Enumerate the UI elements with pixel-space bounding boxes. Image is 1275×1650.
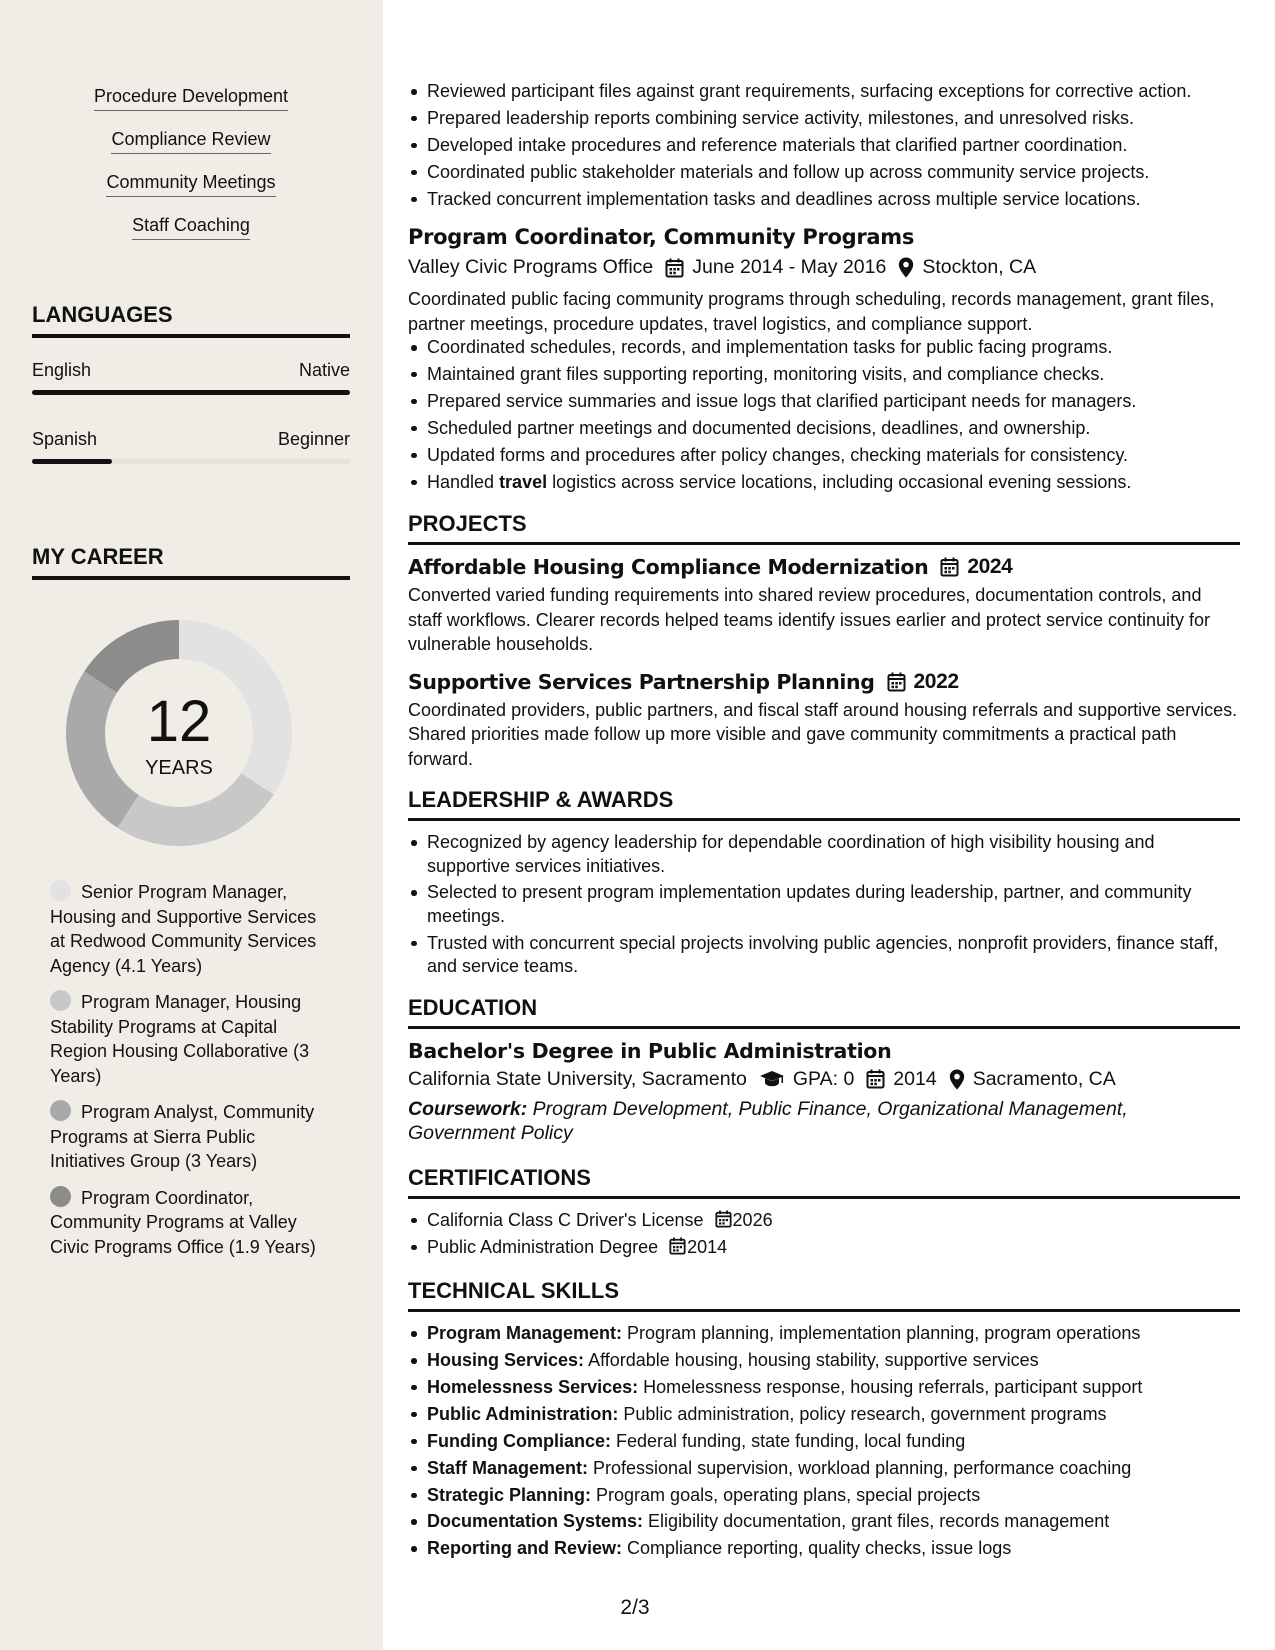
language-name: English	[32, 360, 92, 380]
skill-label: Documentation Systems:	[427, 1511, 644, 1532]
bullet-item: Selected to present program implementation updates during leadership, partner, and community meetings.	[408, 881, 1240, 928]
skill-item	[408, 1510, 1240, 1534]
skill-item	[408, 1430, 1240, 1454]
skill-label: Program Management:	[427, 1323, 623, 1344]
calendar-icon	[665, 258, 684, 278]
bullet-item	[408, 471, 1240, 495]
job-meta	[408, 256, 1240, 279]
skill-label: Funding Compliance:	[427, 1430, 611, 1451]
bullet-keyword: travel	[499, 471, 548, 492]
project-title	[408, 670, 1240, 694]
job-summary: Coordinated public facing community programs through scheduling, records management, grant files, partner meetings, procedure updates, travel logistics, and compliance support.	[408, 289, 1215, 334]
skill-value: Federal funding, state funding, local funding	[611, 1430, 966, 1451]
bullet-item: Prepared leadership reports combining service activity, milestones, and unresolved risks.	[408, 107, 1240, 131]
skill-item	[408, 1376, 1240, 1400]
coursework-list: Program Development, Public Finance, Organizational Management, Government Policy	[408, 1097, 1128, 1144]
bullet-item: Trusted with concurrent special projects involving public agencies, nonprofit providers, finance staff, and service teams.	[408, 932, 1240, 979]
technical-skills-heading: TECHNICAL SKILLS	[408, 1278, 1240, 1312]
legend-dot	[50, 880, 71, 901]
calendar-icon	[887, 672, 906, 692]
skill-link[interactable]: Compliance Review	[111, 129, 270, 154]
project-name: Supportive Services Partnership Planning	[408, 669, 875, 694]
language-level: Beginner	[277, 429, 350, 449]
skill-link[interactable]: Community Meetings	[106, 172, 275, 197]
certification-year: 2014	[687, 1236, 728, 1257]
leadership-bullets	[408, 831, 1240, 979]
skill-item	[408, 1349, 1240, 1373]
project-year: 2024	[967, 555, 1013, 579]
school-name: California State University, Sacramento	[408, 1067, 747, 1090]
main-content	[408, 0, 1240, 1650]
project-description: Coordinated providers, public partners, and fiscal staff around housing referrals and supportive services. Shared priorities made follow up more visible and gave community commitments a practical path forward.	[408, 699, 1238, 769]
career-legend-item	[50, 1186, 330, 1260]
career-legend-item	[50, 990, 330, 1088]
skill-link[interactable]: Staff Coaching	[132, 215, 250, 240]
map-pin-icon	[898, 257, 914, 278]
career-legend-text: Senior Program Manager, Housing and Supportive Services at Redwood Community Services Agency (4.1 Years)	[50, 882, 317, 976]
career-legend-text: Program Coordinator, Community Programs at Valley Civic Programs Office (1.9 Years)	[50, 1187, 316, 1257]
skill-item	[408, 1537, 1240, 1561]
job-company: Valley Civic Programs Office	[408, 256, 654, 279]
skill-value: Program planning, implementation planning, program operations	[622, 1323, 1141, 1344]
page-number: 2/3	[620, 1596, 650, 1619]
skill-label: Strategic Planning:	[427, 1484, 592, 1505]
legend-dot	[50, 1100, 71, 1121]
calendar-icon	[940, 557, 959, 577]
bullet-item: Coordinated schedules, records, and implementation tasks for public facing programs.	[408, 336, 1240, 360]
map-pin-icon	[949, 1069, 965, 1090]
graduation-cap-icon	[759, 1070, 785, 1088]
skill-link[interactable]: Procedure Development	[94, 86, 288, 111]
education-heading: EDUCATION	[408, 995, 1240, 1029]
legend-dot	[50, 1186, 71, 1207]
bullet-item: Maintained grant files supporting reporting, monitoring visits, and compliance checks.	[408, 363, 1240, 387]
bullet-item: Reviewed participant files against grant requirements, surfacing exceptions for corrective action.	[408, 80, 1240, 104]
school-location: Sacramento, CA	[972, 1067, 1116, 1090]
language-level: Native	[298, 360, 350, 380]
project-description: Converted varied funding requirements into shared review procedures, documentation controls, and staff workflows. Clearer records helped teams identify issues earlier and protect service continuity for vulnerable households.	[408, 585, 1211, 655]
language-row	[32, 429, 350, 450]
job-bullets	[408, 336, 1240, 494]
certification-name: Public Administration Degree	[427, 1236, 659, 1257]
calendar-icon	[669, 1237, 686, 1255]
bullet-text: Handled	[427, 471, 500, 492]
bullet-item: Developed intake procedures and reference materials that clarified partner coordination.	[408, 134, 1240, 158]
skill-value: Professional supervision, workload planning, performance coaching	[588, 1457, 1132, 1478]
certification-year: 2026	[732, 1209, 773, 1230]
career-total-unit: YEARS	[145, 757, 213, 779]
language-bar	[32, 459, 350, 464]
skill-item	[408, 1457, 1240, 1481]
career-total-number: 12	[146, 689, 212, 754]
job-location: Stockton, CA	[922, 256, 1037, 279]
certification-name: California Class C Driver's License	[427, 1209, 704, 1230]
language-bar	[32, 390, 350, 395]
bullet-item: Prepared service summaries and issue logs that clarified participant needs for managers.	[408, 390, 1240, 414]
skill-label: Housing Services:	[427, 1350, 585, 1371]
career-legend-item	[50, 1100, 330, 1174]
language-bar-fill	[32, 390, 350, 395]
job-dates: June 2014 - May 2016	[692, 256, 887, 279]
skill-value: Eligibility documentation, grant files, records management	[643, 1511, 1110, 1532]
skill-item	[408, 1403, 1240, 1427]
career-legend-text: Program Manager, Housing Stability Programs at Capital Region Housing Collaborative (3 Years)	[50, 992, 310, 1086]
career-legend-item	[50, 880, 330, 978]
career-legend-text: Program Analyst, Community Programs at Sierra Public Initiatives Group (3 Years)	[50, 1102, 315, 1171]
bullet-item: Scheduled partner meetings and documented decisions, deadlines, and ownership.	[408, 417, 1240, 441]
projects-heading: PROJECTS	[408, 511, 1240, 545]
skill-value: Compliance reporting, quality checks, issue logs	[622, 1538, 1012, 1559]
certification-item	[408, 1236, 1240, 1260]
bullet-item: Coordinated public stakeholder materials and follow up across community service projects.	[408, 161, 1240, 185]
career-legend	[50, 880, 330, 1271]
coursework-label: Coursework:	[408, 1097, 528, 1120]
calendar-icon	[715, 1210, 732, 1228]
bullet-item: Recognized by agency leadership for dependable coordination of high visibility housing and supportive services initiatives.	[408, 831, 1240, 878]
skill-value: Program goals, operating plans, special projects	[591, 1484, 981, 1505]
bullet-text: logistics across service locations, including occasional evening sessions.	[547, 471, 1132, 492]
language-row	[32, 360, 350, 381]
project-title	[408, 555, 1240, 579]
job-title: Program Coordinator, Community Programs	[408, 225, 915, 250]
sidebar	[0, 0, 383, 1650]
skill-value: Homelessness response, housing referrals, participant support	[638, 1376, 1143, 1397]
bullet-item: Updated forms and procedures after policy changes, checking materials for consistency.	[408, 444, 1240, 468]
project-name: Affordable Housing Compliance Modernization	[408, 555, 929, 580]
gpa: GPA: 0	[792, 1067, 855, 1090]
coursework	[408, 1097, 1240, 1145]
skill-item	[408, 1322, 1240, 1346]
languages-heading: LANGUAGES	[32, 302, 350, 338]
certification-item	[408, 1209, 1240, 1233]
education-meta	[408, 1068, 1240, 1091]
skill-label: Public Administration:	[427, 1403, 619, 1424]
project-year: 2022	[913, 669, 959, 693]
skill-label: Reporting and Review:	[427, 1538, 623, 1559]
technical-skills-list	[408, 1322, 1240, 1561]
leadership-heading: LEADERSHIP & AWARDS	[408, 787, 1240, 821]
graduation-year: 2014	[893, 1067, 937, 1090]
bullet-item: Tracked concurrent implementation tasks and deadlines across multiple service locations.	[408, 188, 1240, 212]
certifications-heading: CERTIFICATIONS	[408, 1165, 1240, 1199]
skill-value: Public administration, policy research, government programs	[618, 1403, 1107, 1424]
skill-list	[32, 86, 350, 258]
degree-title: Bachelor's Degree in Public Administration	[408, 1038, 892, 1063]
language-bar-fill	[32, 459, 112, 464]
skill-value: Affordable housing, housing stability, supportive services	[584, 1350, 1039, 1371]
career-heading: MY CAREER	[32, 544, 350, 580]
skill-label: Homelessness Services:	[427, 1376, 639, 1397]
skill-item	[408, 1484, 1240, 1508]
experience-bullets	[408, 80, 1240, 211]
language-name: Spanish	[32, 429, 98, 449]
certification-list	[408, 1209, 1240, 1259]
legend-dot	[50, 990, 71, 1011]
skill-label: Staff Management:	[427, 1457, 589, 1478]
career-total	[66, 620, 292, 846]
calendar-icon	[866, 1069, 885, 1089]
